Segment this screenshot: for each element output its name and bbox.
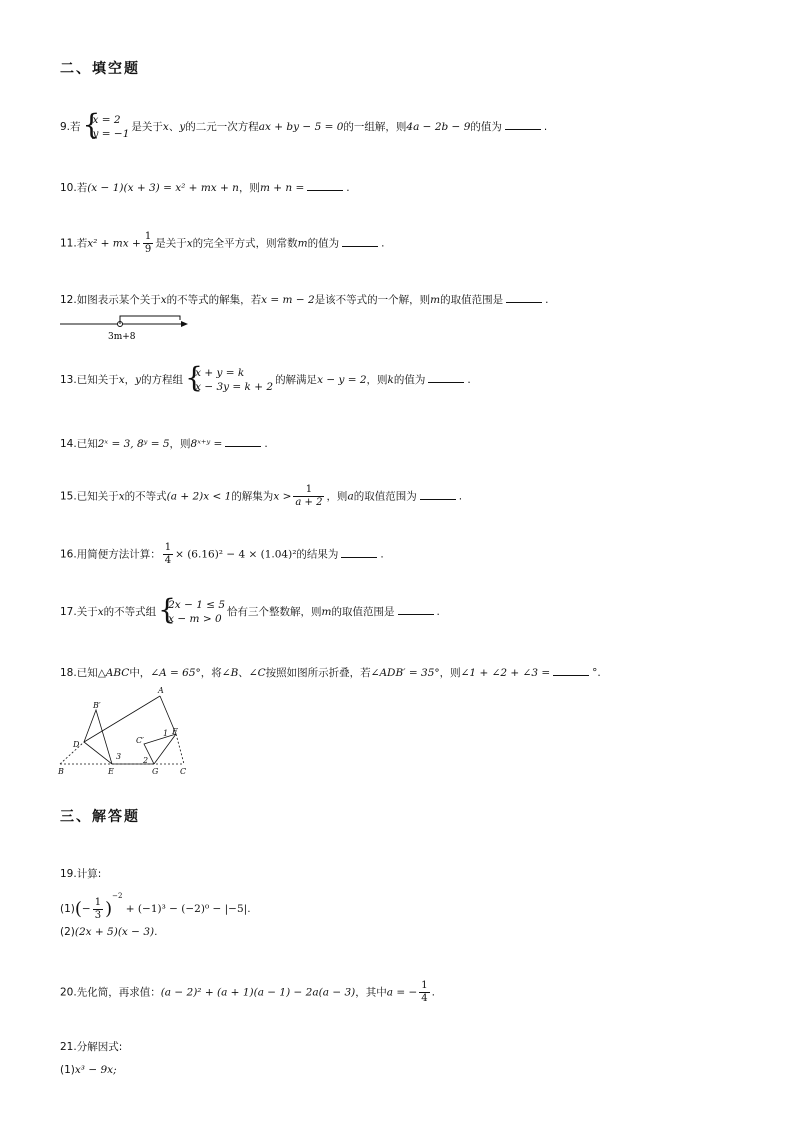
- q9-number: 9.若: [60, 121, 81, 133]
- q18-number: 18.已知: [60, 667, 98, 679]
- q18-label-1: 1: [163, 729, 169, 738]
- q11-fraction: [143, 231, 153, 256]
- question-20: [60, 980, 435, 1005]
- q18-label-e: E: [108, 767, 114, 776]
- q13-text-2: 的解满足: [275, 374, 318, 386]
- q13-text-4: 的值为: [393, 374, 426, 386]
- question-11: [60, 231, 384, 256]
- q20-equation: a = −: [386, 986, 418, 999]
- q18-label-b: B: [58, 767, 64, 776]
- q15-fraction: [293, 484, 324, 509]
- q19-part-1-label: (1): [60, 903, 75, 915]
- q16-fraction: [163, 542, 173, 567]
- q15-var-a: a: [347, 490, 354, 503]
- q11-text-3: 的值为: [307, 237, 340, 250]
- q11-text-2: 的完全平方式，则常数: [192, 237, 298, 250]
- q15-text-4: 的取值范围为: [353, 490, 417, 503]
- q9-system: { x = 2 y = −1: [82, 108, 130, 141]
- q16-end: .: [380, 548, 384, 561]
- q21-part-1-label: (1): [60, 1064, 75, 1076]
- q15-number: 15.已知关于: [60, 490, 119, 503]
- q19-minus: −: [81, 903, 91, 915]
- q11-number: 11.若: [60, 237, 88, 250]
- q17-var-m: m: [321, 606, 332, 618]
- q11-text: 是关于: [155, 237, 187, 250]
- q18-fold-fg: [154, 734, 176, 764]
- q15-frac-den: a + 2: [295, 497, 323, 508]
- question-13: [60, 361, 471, 394]
- q11-var-m: m: [297, 237, 308, 250]
- q17-system: { 2x − 1 ≤ 5 x − m > 0: [158, 593, 226, 626]
- q10-text: ，则: [238, 182, 260, 194]
- q18-fold-de: [84, 742, 112, 764]
- q12-text-2: 是该不等式的一个解，则: [314, 294, 431, 306]
- q11-var-x: x: [186, 237, 193, 250]
- q9-var-y: y: [179, 121, 186, 133]
- q11-frac-den: 9: [144, 244, 152, 255]
- question-19: 19.计算:: [60, 868, 102, 880]
- q12-text: 的不等式的解集，若: [166, 294, 262, 306]
- q10-expression: m + n =: [259, 182, 305, 194]
- q16-number: 16.用简便方法计算：: [60, 548, 161, 561]
- q14-number: 14.已知: [60, 438, 98, 450]
- q21-part-1-expression: x³ − 9x;: [74, 1064, 117, 1076]
- q16-frac-den: 4: [164, 555, 172, 566]
- q13-text-3: ，则: [366, 374, 388, 386]
- q13-end: .: [467, 374, 471, 386]
- q16-expression: × (6.16)² − 4 × (1.04)²: [175, 548, 297, 561]
- q12-text-3: 的取值范围是: [440, 294, 504, 306]
- q9-text: 是关于: [131, 121, 163, 133]
- question-21: 21.分解因式:: [60, 1041, 123, 1053]
- q12-figure-label: 3m+8: [108, 332, 136, 342]
- q13-system-row-2: x − 3y = k + 2: [195, 381, 274, 393]
- q12-var-x: x: [160, 294, 167, 306]
- q10-answer-blank[interactable]: [307, 180, 343, 191]
- q19-frac-den: 3: [94, 909, 102, 921]
- q10-equation: (x − 1)(x + 3) = x² + mx + n: [87, 182, 239, 194]
- q15-inequality: (a + 2)x < 1: [166, 490, 232, 503]
- q20-frac-num: 1: [421, 980, 428, 991]
- q12-arrow-head: [181, 321, 188, 327]
- q15-frac-num: 1: [293, 484, 324, 497]
- q18-side-dashed-right: [176, 734, 184, 764]
- q9-system-row-2: y = −1: [92, 128, 130, 140]
- q18-angle-a: ∠A = 65°: [150, 667, 201, 679]
- q18-side-dashed-left: [60, 742, 84, 764]
- question-18: [60, 665, 601, 680]
- q17-system-row-2: x − m > 0: [168, 613, 222, 625]
- q11-end: .: [381, 237, 385, 250]
- q9-text-4: 的值为: [470, 121, 502, 133]
- q17-system-row-1: 2x − 1 ≤ 5: [168, 599, 226, 611]
- q17-text-3: 的取值范围是: [331, 606, 395, 618]
- q15-end: .: [458, 490, 463, 503]
- q18-label-g: G: [152, 767, 159, 776]
- q18-answer-blank[interactable]: [553, 665, 589, 676]
- q10-number: 10.若: [60, 182, 88, 194]
- q14-equation: 2ˣ = 3, 8ʸ = 5: [97, 438, 170, 450]
- q9-sep: 、: [168, 121, 180, 133]
- q18-angle-b: ∠B: [221, 667, 239, 679]
- q12-var-m: m: [430, 294, 441, 306]
- q11-frac-num: 1: [144, 231, 152, 242]
- q18-expression: ∠1 + ∠2 + ∠3 =: [460, 667, 551, 679]
- q12-end: .: [545, 294, 549, 306]
- q18-angle-adb: ∠ADB′ = 35°: [370, 667, 440, 679]
- q18-sep: 、: [238, 667, 249, 679]
- q18-folded-c: [144, 734, 176, 764]
- q20-fraction: [419, 980, 429, 1005]
- q17-var-x: x: [97, 606, 104, 618]
- question-12: [60, 292, 548, 307]
- q18-label-c-prime: C′: [136, 736, 144, 745]
- section-title-answer: 三、解答题: [60, 809, 140, 825]
- q14-end: .: [264, 438, 268, 450]
- q19-paren-close: ): [105, 898, 113, 920]
- question-16: [60, 542, 384, 567]
- q19-frac-num: 1: [94, 896, 102, 908]
- q17-end: .: [436, 606, 440, 618]
- q9-answer-blank[interactable]: [505, 119, 541, 130]
- q18-label-b-prime: B′: [93, 701, 101, 710]
- q19-part-2-expression: (2x + 5)(x − 3).: [74, 926, 158, 938]
- q20-number: 20.先化简，再求值：: [60, 986, 161, 999]
- q13-var-k: k: [387, 374, 394, 386]
- q20-text: ，其中: [355, 986, 387, 999]
- q18-angle-c: ∠C: [248, 667, 266, 679]
- q13-system: { x + y = k x − 3y = k + 2: [185, 361, 274, 394]
- q9-equation: ax + by − 5 = 0: [258, 121, 344, 133]
- q18-label-d: D: [73, 740, 80, 749]
- q12-equation: x = m − 2: [261, 294, 315, 306]
- q20-frac-den: 4: [421, 993, 428, 1004]
- question-9: [60, 108, 548, 141]
- q13-var-x: x: [118, 374, 125, 386]
- q19-part-1-expression: + (−1)³ − (−2)⁰ − |−5|.: [125, 903, 251, 915]
- q9-system-row-1: x = 2: [92, 114, 121, 126]
- q16-answer-blank[interactable]: [341, 547, 377, 558]
- q19-part-1: [60, 892, 251, 922]
- q9-text-3: 的一组解，则: [343, 121, 407, 133]
- q14-answer-blank[interactable]: [225, 436, 261, 447]
- q18-end: °.: [592, 667, 601, 679]
- q12-answer-blank[interactable]: [506, 292, 542, 303]
- q18-label-a: A: [158, 686, 164, 695]
- q19-part-2-label: (2): [60, 926, 75, 938]
- q21-part-1: [60, 1064, 117, 1076]
- q13-sep: ，: [124, 374, 136, 386]
- q17-text-2: 恰有三个整数解，则: [227, 606, 322, 618]
- q20-end: .: [431, 986, 435, 999]
- question-14: [60, 436, 268, 451]
- q9-end: .: [543, 121, 548, 133]
- q18-label-2: 2: [143, 756, 149, 765]
- q15-text-3: ，则: [326, 490, 348, 503]
- q15-answer-blank[interactable]: [420, 489, 456, 500]
- q13-system-row-1: x + y = k: [195, 367, 245, 379]
- question-10: [60, 180, 350, 195]
- q13-var-y: y: [135, 374, 142, 386]
- q17-number: 17.关于: [60, 606, 98, 618]
- q18-text-4: ，则: [439, 667, 461, 679]
- q13-number: 13.已知关于: [60, 374, 119, 386]
- q12-number-line-figure: [58, 312, 193, 342]
- q13-text: 的方程组: [141, 374, 184, 386]
- q18-folded-b: [84, 710, 112, 764]
- q12-number: 12.如图表示某个关于: [60, 294, 161, 306]
- q15-text-2: 的解集为: [231, 490, 274, 503]
- q13-equation: x − y = 2: [317, 374, 367, 386]
- q11-expression: x² + mx +: [87, 237, 141, 250]
- q10-end: .: [346, 182, 350, 194]
- q16-text: 的结果为: [296, 548, 339, 561]
- q17-text: 的不等式组: [103, 606, 157, 618]
- q18-text: 中，: [129, 667, 151, 679]
- q11-answer-blank[interactable]: [342, 236, 378, 247]
- q15-text: 的不等式: [124, 490, 167, 503]
- q19-exponent: −2: [112, 892, 123, 900]
- q9-var-x: x: [162, 121, 169, 133]
- q19-paren-open: (: [74, 898, 82, 920]
- q18-triangle: △ABC: [97, 667, 130, 679]
- q18-text-2: ，将: [200, 667, 222, 679]
- q19-part-2: [60, 926, 157, 938]
- q17-answer-blank[interactable]: [398, 604, 434, 615]
- q14-text: ，则: [169, 438, 191, 450]
- q19-fraction: [93, 897, 103, 922]
- q18-label-3: 3: [116, 752, 122, 761]
- q15-solution: x >: [273, 490, 292, 503]
- question-15: [60, 484, 462, 509]
- q16-frac-num: 1: [164, 542, 172, 553]
- q20-expression: (a − 2)² + (a + 1)(a − 1) − 2a(a − 3): [160, 986, 356, 999]
- question-17: [60, 593, 440, 626]
- q13-answer-blank[interactable]: [428, 372, 464, 383]
- q14-expression: 8ˣ⁺ʸ =: [190, 438, 223, 450]
- section-title-fill: 二、填空题: [60, 61, 140, 77]
- q18-label-f: F: [172, 727, 178, 736]
- q18-text-3: 按照如图所示折叠，若: [265, 667, 371, 679]
- q12-solution-ray: [120, 316, 180, 324]
- q9-expression: 4a − 2b − 9: [406, 121, 471, 133]
- q15-var-x: x: [118, 490, 125, 503]
- q9-text-2: 的二元一次方程: [185, 121, 259, 133]
- q18-label-c: C: [180, 767, 187, 776]
- q18-triangle-figure: [56, 684, 192, 780]
